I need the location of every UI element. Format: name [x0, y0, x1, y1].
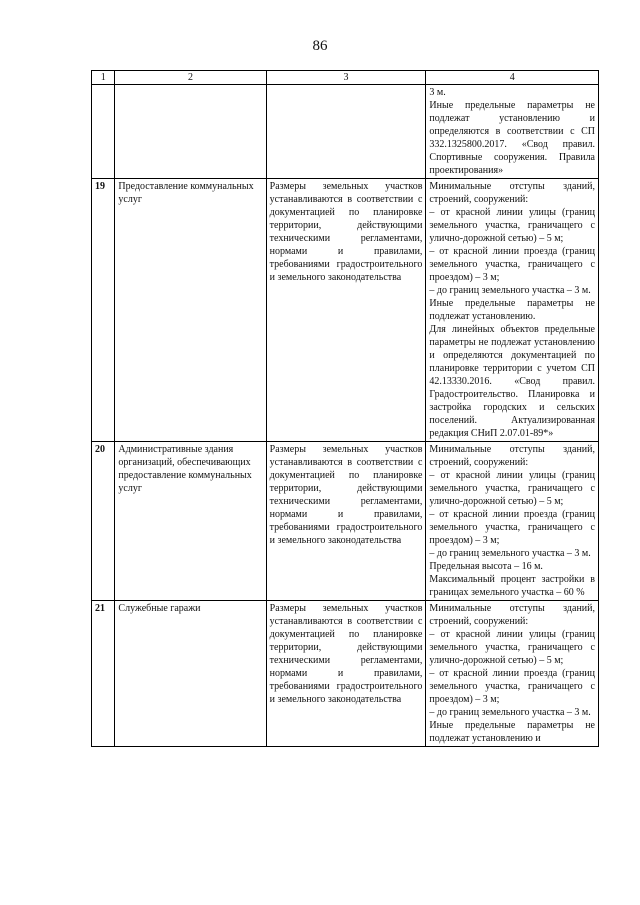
table-row [92, 179, 599, 442]
row-number [92, 85, 115, 179]
param-line: – от красной линии улицы (границ земельного участка, граничащего с улично-дорожной сетью) – 5 м; [429, 207, 595, 244]
plot-size-description: Размеры земельных участков устанавливаются в соответствии с документацией по планировке территории, действующими техническими регламентами, нормами и правилами, требованиями градостроительного и земельного законодательства [266, 442, 426, 601]
param-line: Для линейных объектов предельные параметры не подлежат установлению и определяются документацией по планировке территории с учетом СП 42.13330.2016. «Свод правил. Градостроительство. Планировка и застройка городских и сельских поселений. Актуализированная редакция СНиП 2.07.01-89*» [429, 324, 595, 439]
row-number: 20 [92, 442, 115, 601]
param-line: – от красной линии проезда (границ земельного участка, граничащего с проездом) – 3 м; [429, 246, 595, 283]
use-name: Служебные гаражи [115, 601, 266, 747]
param-line: Минимальные отступы зданий, строений, сооружений: [429, 444, 595, 468]
plot-size-description: Размеры земельных участков устанавливаются в соответствии с документацией по планировке территории, действующими техническими регламентами, нормами и правилами, требованиями градостроительного и земельного законодательства [266, 179, 426, 442]
limit-parameters [426, 85, 599, 179]
use-name: Административные здания организаций, обеспечивающих предоставление коммунальных услуг [115, 442, 266, 601]
param-line: Иные предельные параметры не подлежат установлению и [429, 720, 595, 744]
table-header-row [92, 71, 599, 85]
column-header: 2 [115, 71, 266, 85]
param-line: – от красной линии улицы (границ земельного участка, граничащего с улично-дорожной сетью) – 5 м; [429, 629, 595, 666]
param-line: Иные предельные параметры не подлежат установлению и определяются в соответствии с СП 332.1325800.2017. «Свод правил. Спортивные сооружения. Правила проектирования» [429, 100, 595, 176]
param-line: – до границ земельного участка – 3 м. [429, 707, 591, 718]
limit-parameters [426, 601, 599, 747]
param-line: Минимальные отступы зданий, строений, сооружений: [429, 181, 595, 205]
limit-parameters [426, 179, 599, 442]
row-number: 21 [92, 601, 115, 747]
param-line: – до границ земельного участка – 3 м. [429, 548, 591, 559]
param-line: Иные предельные параметры не подлежат установлению. [429, 298, 595, 322]
row-number: 19 [92, 179, 115, 442]
param-line: Максимальный процент застройки в границах земельного участка – 60 % [429, 574, 595, 598]
column-header: 3 [266, 71, 426, 85]
column-header: 1 [92, 71, 115, 85]
param-line: Минимальные отступы зданий, строений, сооружений: [429, 603, 595, 627]
page-number: 86 [312, 38, 328, 54]
table-row [92, 85, 599, 179]
use-name: Предоставление коммунальных услуг [115, 179, 266, 442]
param-line: – до границ земельного участка – 3 м. [429, 285, 591, 296]
param-line: Предельная высота – 16 м. [429, 561, 543, 572]
column-header: 4 [426, 71, 599, 85]
plot-size-description [266, 85, 426, 179]
param-line: – от красной линии проезда (границ земельного участка, граничащего с проездом) – 3 м; [429, 509, 595, 546]
limit-parameters [426, 442, 599, 601]
use-name [115, 85, 266, 179]
plot-size-description: Размеры земельных участков устанавливаются в соответствии с документацией по планировке территории, действующими техническими регламентами, нормами и правилами, требованиями градостроительного и земельного законодательства [266, 601, 426, 747]
param-line: – от красной линии проезда (границ земельного участка, граничащего с проездом) – 3 м; [429, 668, 595, 705]
table-row [92, 442, 599, 601]
regulations-table [91, 70, 599, 747]
table-row [92, 601, 599, 747]
param-line: – от красной линии улицы (границ земельного участка, граничащего с улично-дорожной сетью) – 5 м; [429, 470, 595, 507]
param-line: 3 м. [429, 87, 446, 98]
